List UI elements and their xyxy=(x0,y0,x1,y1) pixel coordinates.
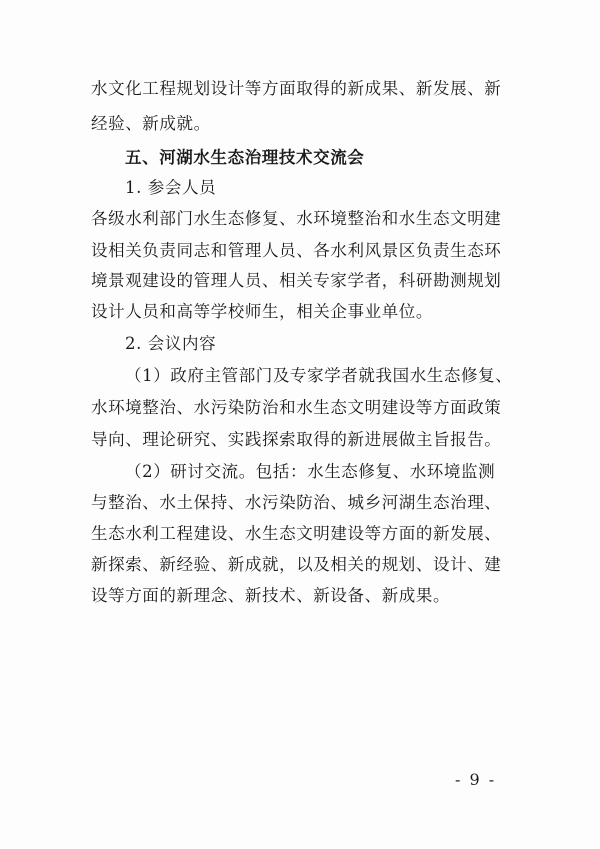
section-heading: 五、河湖水生态治理技术交流会 xyxy=(125,148,365,167)
paragraph-line: （2）研讨交流。包括：水生态修复、水环境监测 xyxy=(125,462,496,481)
paragraph-line: 境景观建设的管理人员、相关专家学者，科研勘测规划 xyxy=(91,271,502,290)
paragraph-line: 水环境整治、水污染防治和水生态文明建设等方面政策 xyxy=(91,398,502,417)
paragraph-line: 设等方面的新理念、新技术、新设备、新成果。 xyxy=(91,586,451,605)
paragraph-line: 导向、理论研究、实践探索取得的新进展做主旨报告。 xyxy=(91,430,502,449)
paragraph-line: 新探索、新经验、新成就，以及相关的规划、设计、建 xyxy=(91,555,502,574)
paragraph-line: （1）政府主管部门及专家学者就我国水生态修复、 xyxy=(125,366,513,385)
paragraph-line: 生态水利工程建设、水生态文明建设等方面的新发展、 xyxy=(91,524,502,543)
paragraph-line: 各级水利部门水生态修复、水环境整治和水生态文明建 xyxy=(91,209,502,228)
paragraph-line: 设计人员和高等学校师生，相关企事业单位。 xyxy=(91,302,433,321)
paragraph-line: 设相关负责同志和管理人员、各水利风景区负责生态环 xyxy=(91,241,502,260)
page-number: - 9 - xyxy=(455,770,497,789)
subsection-heading: 1. 参会人员 xyxy=(125,178,217,197)
subsection-heading: 2. 会议内容 xyxy=(125,334,217,353)
paragraph-line: 水文化工程规划设计等方面取得的新成果、新发展、新 xyxy=(91,79,502,98)
paragraph-line: 与整治、水土保持、水污染防治、城乡河湖生态治理、 xyxy=(91,493,502,512)
paragraph-line: 经验、新成就。 xyxy=(91,114,211,133)
